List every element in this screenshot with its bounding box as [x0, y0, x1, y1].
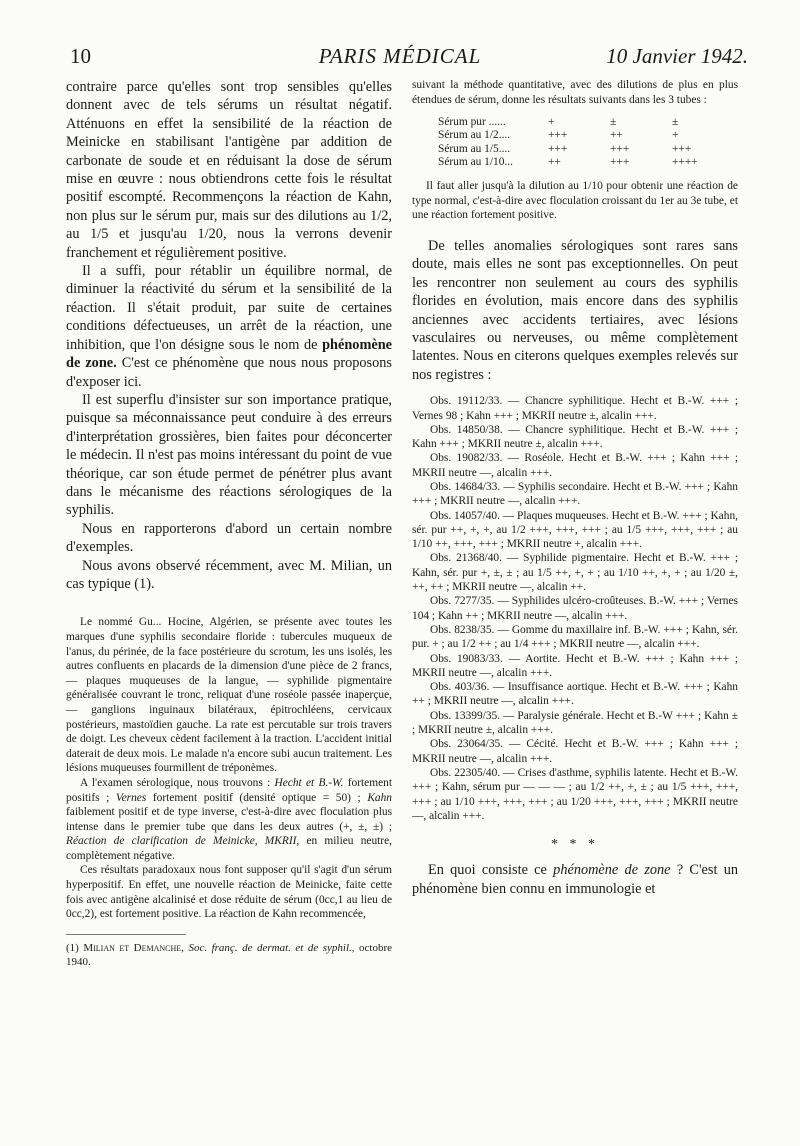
- footnote-rule: [66, 934, 186, 935]
- list-item: Obs. 403/36. — Insuffisance aortique. Hecht et B.-W. +++ ; Kahn ++ ; MKRII neutre —, alcalin +++.: [412, 681, 738, 708]
- section-separator: * * *: [551, 837, 599, 853]
- exam-paragraph: A l'examen sérologique, nous trouvons : Hecht et B.-W. fortement positifs ; Vernes fortement positif (densité optique = 50) ; Kahn faiblement positif et de type inverse, c'est-à-dire avec floculation plus intense dans le premier tube que dans les deux autres (+, ±, ±) ; Réaction de clarification de Meinicke, MKRII, en milieu neutre, complètement négative.: [66, 776, 392, 862]
- paragraph: suivant la méthode quantitative, avec des dilutions de plus en plus étendues de sérum, donne les résultats suivants dans les 3 tubes :: [412, 79, 738, 106]
- table-row: Sérum pur ...... + ± ±: [438, 115, 679, 128]
- table-row: Sérum au 1/5.... +++ +++ +++: [438, 142, 692, 155]
- right-column: [412, 78, 738, 898]
- paragraph: Nous en rapporterons d'abord un certain nombre d'exemples.: [66, 520, 392, 556]
- table-row: Sérum au 1/2.... +++ ++ +: [438, 129, 679, 142]
- observation-list: [412, 394, 738, 823]
- list-item: Obs. 19083/33. — Aortite. Hecht et B.-W. +++ ; Kahn +++ ; MKRII neutre —, alcalin +++.: [412, 652, 738, 679]
- list-item: Obs. 7277/35. — Syphilides ulcéro-croûteuses. B.-W. +++ ; Vernes 104 ; Kahn ++ ; MKRII neutre —, alcalin +++.: [412, 595, 738, 622]
- list-item: Obs. 14684/33. — Syphilis secondaire. Hecht et B.-W. +++ ; Kahn +++ ; MKRII neutre —, alcalin +++.: [412, 481, 738, 508]
- paragraph: Il faut aller jusqu'à la dilution au 1/10 pour obtenir une réaction de type normal, c'est-à-dire avec floculation croissant du 1er au 3e tube, et une réaction fortement positive.: [412, 180, 738, 222]
- list-item: Obs. 14057/40. — Plaques muqueuses. Hecht et B.-W. +++ ; Kahn, sér. pur ++, +, +, au 1/2 +++, +++, +++ ; au 1/5 +++, +++, +++ ; au 1/10 ++, +++, +++ ; MKRII neutre +, alcalin +++.: [412, 509, 739, 551]
- page-number: 10: [70, 44, 91, 68]
- footnote: (1) Milian et Demanche, Soc. franç. de dermat. et de syphil., octobre 1940.: [66, 941, 393, 968]
- bold-term: phénomène de zone.: [66, 336, 392, 372]
- paragraph: De telles anomalies sérologiques sont rares sans doute, mais elles ne sont pas exceptionnelles. On peut les rencontrer non seulement au cours des syphilis florides en évolution, mais encore dans des syphilis anciennes avec accidents tertiaires, avec lésions vasculaires ou nerveuses, ou même complètement latentes. Nous en citerons quelques exemples relevés sur nos registres :: [412, 237, 738, 383]
- paragraph: Il a suffi, pour rétablir un équilibre normal, de diminuer la réactivité du sérum et la sensibilité de la réaction. Il s'était produit, par suite de certaines conditions défectueuses, un arrêt de la réaction, une inhibition, que l'on désigne sous le nom de phénomène de zone. C'est ce phénomène que nous nous proposons d'exposer ici.: [66, 263, 392, 390]
- case-description: Le nommé Gu... Hocine, Algérien, se présente avec toutes les marques d'une syphilis secondaire floride : tubercules muqueux de l'anus, du périnée, de la face postérieure du scrotum, les uns isolés, les autres confluents en placards de la dimension d'une pièce de 2 francs, — plaques muqueuses de la langue, — syphilide pigmentaire généralisée couvrant le tronc, reliquat d'une roséole passée inaperçue, — ganglions inguinaux bilatéraux, épitrochléens, cervicaux postérieurs, mastoïdien gauche. La rate est percutable sur trois travers de doigt. Les cheveux cèdent facilement à la traction. L'accident initial daterait de deux mois. Le malade n'a encore subi aucun traitement. Les lésions muqueuses fourmillent de tréponèmes.: [66, 616, 392, 775]
- paragraph: contraire parce qu'elles sont trop sensibles qu'elles donnent avec de tels sérums un résultat négatif. Atténuons en effet la sensibilité de la réaction de Meinicke en stabilisant l'antigène par addition de carbonate de soude et en réduisant la dose de sérum mise en œuvre : nous obtiendrons cette fois le résultat positif escompté. Recommençons la réaction de Kahn, non plus sur le sérum pur, mais sur des dilutions au 1/2, au 1/5 et jusqu'au 1/20, nous la verrons devenir franchement et régulièrement positive.: [66, 79, 392, 261]
- exam-paragraph-2: Ces résultats paradoxaux nous font supposer qu'il s'agit d'un sérum hyperpositif. En effet, une nouvelle réaction de Meinicke, faite cette fois avec antigène alcalinisé et dose réduite de sérum (0cc,1 au lieu de 0cc,2), est fortement positive. La réaction de Kahn recommencée,: [66, 864, 392, 921]
- list-item: Obs. 14850/38. — Chancre syphilitique. Hecht et B.-W. +++ ; Kahn +++ ; MKRII neutre ±, alcalin +++.: [412, 423, 738, 451]
- list-item: Obs. 22305/40. — Crises d'asthme, syphilis latente. Hecht et B.-W. +++ ; Kahn, sérum pur — — — ; au 1/2 ++, +, ± ; au 1/5 +++, +++, +++ ; au 1/10 +++, +++, +++ ; au 1/20 +++, +++, +++ ; MKRII neutre —, alcalin +++.: [412, 766, 738, 822]
- page-header: [52, 44, 748, 72]
- list-item: Obs. 19112/33. — Chancre syphilitique. Hecht et B.-W. +++ ; Vernes 98 ; Kahn +++ ; MKRII neutre ±, alcalin +++.: [412, 395, 738, 422]
- list-item: Obs. 8238/35. — Gomme du maxillaire inf. B.-W. +++ ; Kahn, sér. pur. + ; au 1/2 ++ ; au 1/4 +++ ; MKRII neutre —, alcalin +++.: [412, 623, 738, 651]
- journal-title: PARIS MÉDICAL: [318, 44, 482, 68]
- list-item: Obs. 19082/33. — Roséole. Hecht et B.-W. +++ ; Kahn +++ ; MKRII neutre —, alcalin +++.: [412, 452, 738, 479]
- closing-paragraph: En quoi consiste ce phénomène de zone ? C'est un phénomène bien connu en immunologie et: [412, 862, 738, 897]
- list-item: Obs. 21368/40. — Syphilide pigmentaire. Hecht et B.-W. +++ ; Kahn, sér. pur +, ±, ± ; au 1/5 ++, +, + ; au 1/10 ++, +, + ; au 1/20 ±, ++, ++ ; MKRII neutre —, alcalin ++.: [412, 552, 738, 594]
- serum-table: [436, 115, 732, 169]
- list-item: Obs. 23064/35. — Cécité. Hecht et B.-W. +++ ; Kahn +++ ; MKRII neutre —, alcalin +++.: [412, 738, 738, 765]
- paragraph: Nous avons observé récemment, avec M. Milian, un cas typique (1).: [66, 557, 392, 592]
- list-item: Obs. 13399/35. — Paralysie générale. Hecht et B.-W +++ ; Kahn ± ; MKRII neutre ±, alcalin +++.: [412, 709, 738, 737]
- table-row: Sérum au 1/10... ++ +++ ++++: [438, 156, 698, 169]
- paragraph: Il est superflu d'insister sur son importance pratique, puisque sa méconnaissance peut conduire à des erreurs d'interprétation grossières, bien faites pour déconcerter le médecin. Il n'est pas moins intéressant du point de vue théorique, car son étude permet de pénétrer plus avant dans le mécanisme des réactions sérologiques de la syphilis.: [66, 391, 392, 519]
- issue-date: 10 Janvier 1942.: [606, 44, 748, 68]
- left-column: [66, 78, 392, 969]
